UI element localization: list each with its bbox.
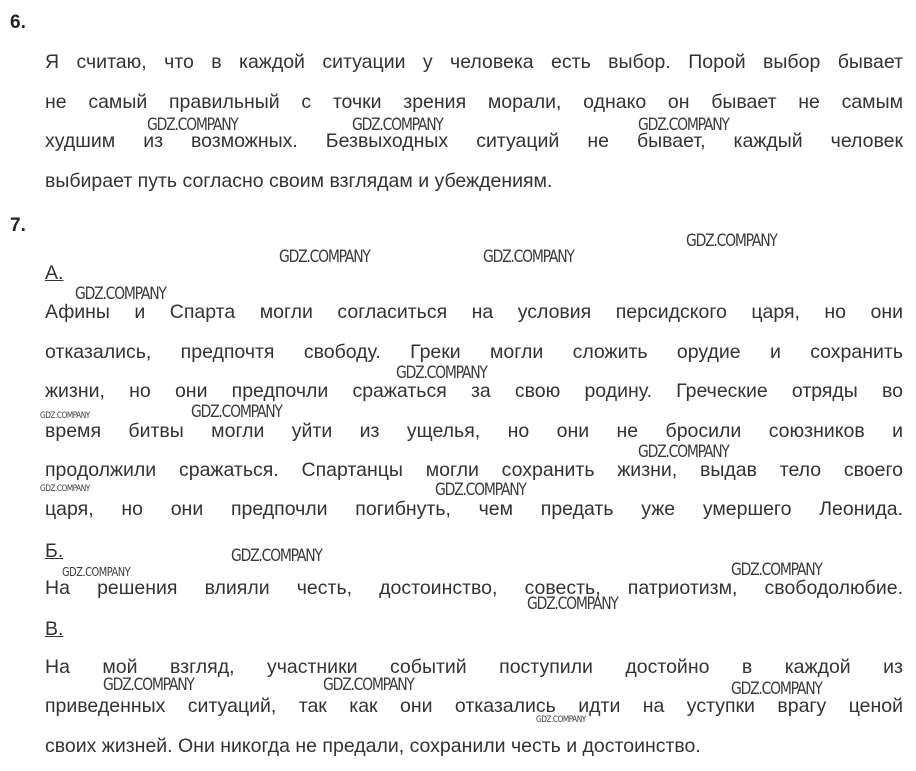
watermark: GDZ.COMPANY <box>731 560 822 580</box>
watermark: GDZ.COMPANY <box>686 231 777 251</box>
watermark: GDZ.COMPANY <box>638 115 729 135</box>
watermark: GDZ.COMPANY <box>62 565 131 579</box>
answer-7a-line-2: отказались, предпочтя свободу. Греки могли сложить орудие и сохранить <box>45 341 903 363</box>
watermark: GDZ.COMPANY <box>103 675 194 695</box>
answer-6-line-2: не самый правильный с точки зрения морали, однако он бывает не самым <box>45 91 903 113</box>
answer-7a-line-4: время битвы могли уйти из ущелья, но они не бросили союзников и <box>45 420 903 442</box>
watermark: GDZ.COMPANY <box>323 675 414 695</box>
answer-7a-line-3: жизни, но они предпочли сражаться за свою родину. Греческие отряды во <box>45 380 903 402</box>
watermark: GDZ.COMPANY <box>191 402 282 422</box>
answer-7b-line-1: На решения влияли честь, достоинство, совесть, патриотизм, свободолюбие. <box>45 577 903 599</box>
watermark: GDZ.COMPANY <box>536 715 586 725</box>
watermark: GDZ.COMPANY <box>396 363 487 383</box>
watermark: GDZ.COMPANY <box>638 442 729 462</box>
section-b-marker: Б. <box>45 540 64 562</box>
watermark: GDZ.COMPANY <box>231 546 322 566</box>
watermark: GDZ.COMPANY <box>147 115 238 135</box>
answer-6-line-1: Я считаю, что в каждой ситуации у человека есть выбор. Порой выбор бывает <box>45 51 903 73</box>
question-number-6: 6. <box>10 12 26 33</box>
answer-7c-line-2: приведенных ситуаций, так как они отказались идти на уступки врагу ценой <box>45 695 903 717</box>
answer-6-line-4: выбирает путь согласно своим взглядам и убеждениям. <box>45 170 553 192</box>
answer-7a-line-5: продолжили сражаться. Спартанцы могли сохранить жизни, выдав тело своего <box>45 459 903 481</box>
section-c-marker: В. <box>45 618 64 640</box>
watermark: GDZ.COMPANY <box>279 247 370 267</box>
answer-7c-line-3: своих жизней. Они никогда не предали, сохранили честь и достоинство. <box>45 735 701 757</box>
section-a-marker: А. <box>45 262 64 284</box>
question-number-7: 7. <box>10 215 26 236</box>
answer-7c-line-1: На мой взгляд, участники событий поступили достойно в каждой из <box>45 656 903 678</box>
watermark: GDZ.COMPANY <box>483 247 574 267</box>
answer-7a-line-1: Афины и Спарта могли согласиться на условия персидского царя, но они <box>45 301 903 323</box>
watermark: GDZ.COMPANY <box>75 284 166 304</box>
answer-6-line-3: худшим из возможных. Безвыходных ситуаций не бывает, каждый человек <box>45 130 903 152</box>
watermark: GDZ.COMPANY <box>40 411 90 421</box>
answer-7a-line-6: царя, но они предпочли погибнуть, чем предать уже умершего Леонида. <box>45 498 903 520</box>
watermark: GDZ.COMPANY <box>527 594 618 614</box>
watermark: GDZ.COMPANY <box>731 679 822 699</box>
watermark: GDZ.COMPANY <box>435 480 526 500</box>
watermark: GDZ.COMPANY <box>352 115 443 135</box>
watermark: GDZ.COMPANY <box>40 484 90 494</box>
